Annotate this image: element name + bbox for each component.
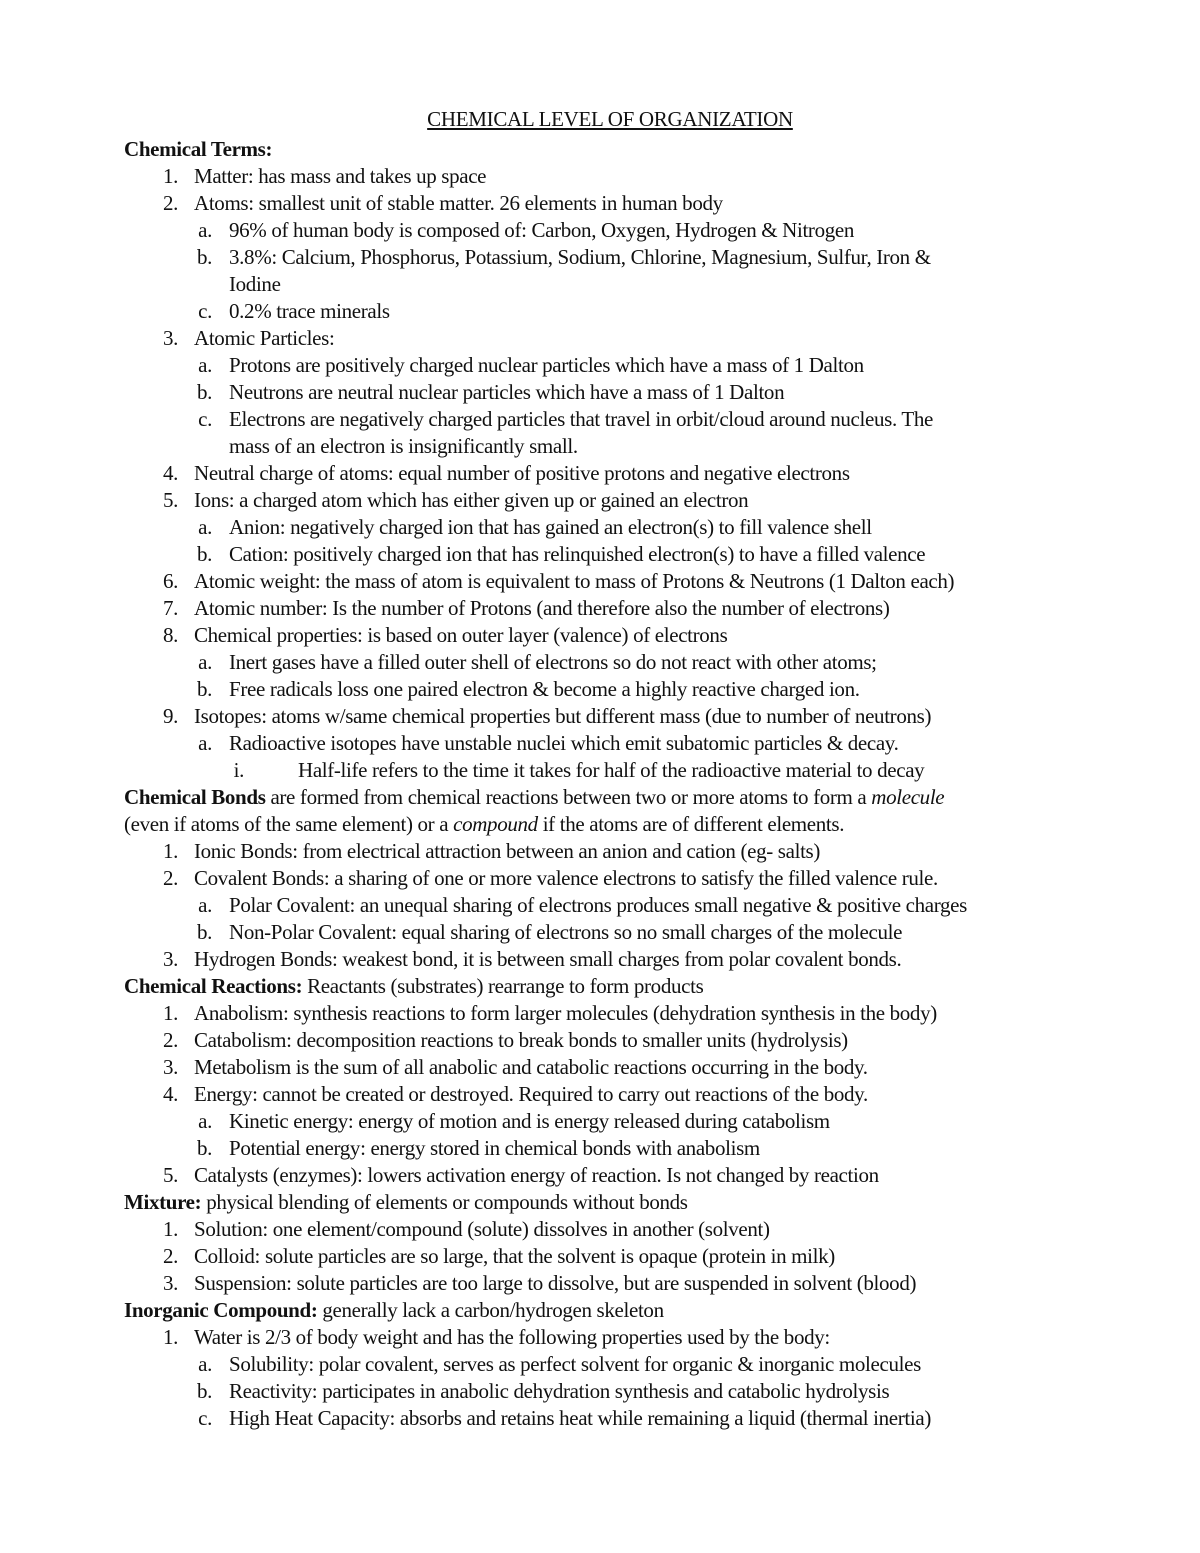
- line-text: Neutral charge of atoms: equal number of positive protons and negative electrons: [194, 461, 850, 485]
- line-text: Potential energy: energy stored in chemical bonds with anabolism: [229, 1136, 760, 1160]
- list-item: [194, 622, 727, 649]
- list-marker: 2.: [162, 866, 178, 890]
- line-text: mass of an electron is insignificantly small.: [229, 434, 578, 458]
- list-marker: b.: [196, 380, 212, 404]
- line-text: Metabolism is the sum of all anabolic and catabolic reactions occurring in the body.: [194, 1055, 868, 1079]
- line-text: Reactants (substrates) rearrange to form products: [302, 974, 704, 998]
- section-heading-label: Chemical Bonds: [124, 785, 266, 809]
- line-text: Chemical properties: is based on outer layer (valence) of electrons: [194, 623, 728, 647]
- list-marker: a.: [198, 1352, 212, 1376]
- line-text: Energy: cannot be created or destroyed. Required to carry out reactions of the body.: [194, 1082, 868, 1106]
- list-marker: 3.: [162, 1271, 178, 1295]
- line-text: Atomic Particles:: [194, 326, 335, 350]
- line-text: Catalysts (enzymes): lowers activation energy of reaction. Is not changed by reaction: [194, 1163, 879, 1187]
- list-item: [229, 1135, 760, 1162]
- section-heading: [124, 973, 703, 1000]
- list-marker: 9.: [162, 704, 178, 728]
- list-item: [229, 1378, 889, 1405]
- line-text: High Heat Capacity: absorbs and retains heat while remaining a liquid (thermal inertia): [229, 1406, 931, 1430]
- list-item: [194, 1270, 916, 1297]
- list-item: [194, 568, 954, 595]
- list-item: [194, 703, 931, 730]
- list-item: [229, 244, 931, 271]
- list-marker: 6.: [162, 569, 178, 593]
- list-item: [229, 676, 860, 703]
- list-item: [229, 217, 854, 244]
- italic-term: compound: [453, 812, 538, 836]
- list-marker: 3.: [162, 326, 178, 350]
- line-text: Kinetic energy: energy of motion and is energy released during catabolism: [229, 1109, 830, 1133]
- list-marker: b.: [196, 920, 212, 944]
- line-text: Ionic Bonds: from electrical attraction between an anion and cation (eg- salts): [194, 839, 821, 863]
- list-item: [229, 730, 899, 757]
- list-item: [229, 433, 578, 460]
- list-marker: 7.: [162, 596, 178, 620]
- list-item: [194, 838, 820, 865]
- list-item: [194, 865, 938, 892]
- list-marker: b.: [196, 1379, 212, 1403]
- line-text: Anion: negatively charged ion that has gained an electron(s) to fill valence shell: [229, 515, 872, 539]
- line-text: 0.2% trace minerals: [229, 299, 390, 323]
- line-text: Suspension: solute particles are too large to dissolve, but are suspended in solvent (blood): [194, 1271, 917, 1295]
- section-heading-label: Chemical Terms:: [124, 137, 273, 161]
- list-marker: a.: [198, 218, 212, 242]
- line-text: Colloid: solute particles are so large, that the solvent is opaque (protein in milk): [194, 1244, 835, 1268]
- list-item: [194, 1216, 770, 1243]
- list-item: [194, 1243, 835, 1270]
- list-item: [194, 1054, 868, 1081]
- list-item: [229, 919, 902, 946]
- list-marker: 1.: [162, 1325, 178, 1349]
- list-item: [229, 379, 784, 406]
- list-item: [229, 406, 933, 433]
- list-marker: i.: [233, 758, 244, 782]
- line-text: Water is 2/3 of body weight and has the following properties used by the body:: [194, 1325, 830, 1349]
- list-item: [229, 298, 390, 325]
- list-marker: 2.: [162, 191, 178, 215]
- list-marker: c.: [198, 299, 212, 323]
- list-marker: a.: [198, 353, 212, 377]
- list-marker: b.: [196, 677, 212, 701]
- line-text: Polar Covalent: an unequal sharing of electrons produces small negative & positive charges: [229, 893, 967, 917]
- list-item: [229, 1108, 830, 1135]
- list-item: [229, 352, 864, 379]
- section-heading-label: Mixture:: [124, 1190, 202, 1214]
- list-marker: a.: [198, 731, 212, 755]
- line-text: generally lack a carbon/hydrogen skeleton: [317, 1298, 664, 1322]
- section-heading: [124, 136, 272, 163]
- line-text: Covalent Bonds: a sharing of one or more valence electrons to satisfy the filled valence rule.: [194, 866, 938, 890]
- list-marker: a.: [198, 515, 212, 539]
- list-marker: 3.: [162, 947, 178, 971]
- section-heading: [124, 1297, 664, 1324]
- line-text: Inert gases have a filled outer shell of electrons so do not react with other atoms;: [229, 650, 877, 674]
- list-item: [194, 946, 901, 973]
- line-text: 3.8%: Calcium, Phosphorus, Potassium, Sodium, Chlorine, Magnesium, Sulfur, Iron &: [229, 245, 931, 269]
- section-heading-label: Inorganic Compound:: [124, 1298, 318, 1322]
- list-item: [229, 649, 877, 676]
- list-item: [229, 271, 281, 298]
- list-marker: b.: [196, 1136, 212, 1160]
- list-item: [194, 1027, 848, 1054]
- section-heading: [124, 1189, 688, 1216]
- line-text: Protons are positively charged nuclear particles which have a mass of 1 Dalton: [229, 353, 864, 377]
- line-text: Isotopes: atoms w/same chemical properties but different mass (due to number of neutrons): [194, 704, 932, 728]
- list-marker: c.: [198, 407, 212, 431]
- list-marker: b.: [196, 542, 212, 566]
- list-marker: 1.: [162, 839, 178, 863]
- line-text: Free radicals loss one paired electron & become a highly reactive charged ion.: [229, 677, 860, 701]
- list-marker: c.: [198, 1406, 212, 1430]
- line-text: Reactivity: participates in anabolic dehydration synthesis and catabolic hydrolysis: [229, 1379, 890, 1403]
- list-marker: 1.: [162, 164, 178, 188]
- list-marker: 5.: [162, 1163, 178, 1187]
- line-text: Electrons are negatively charged particles that travel in orbit/cloud around nucleus. The: [229, 407, 933, 431]
- list-item: [194, 325, 334, 352]
- list-marker: 8.: [162, 623, 178, 647]
- line-text: Solution: one element/compound (solute) dissolves in another (solvent): [194, 1217, 770, 1241]
- line-text: Atomic number: Is the number of Protons (and therefore also the number of electrons): [194, 596, 890, 620]
- list-marker: a.: [198, 650, 212, 674]
- list-item: [194, 1000, 937, 1027]
- line-text: Atomic weight: the mass of atom is equivalent to mass of Protons & Neutrons (1 Dalton each): [194, 569, 955, 593]
- line-text: 96% of human body is composed of: Carbon, Oxygen, Hydrogen & Nitrogen: [229, 218, 854, 242]
- document-title: CHEMICAL LEVEL OF ORGANIZATION: [427, 107, 793, 131]
- list-item: [229, 892, 967, 919]
- list-item: [194, 1162, 879, 1189]
- line-text: Non-Polar Covalent: equal sharing of electrons so no small charges of the molecule: [229, 920, 903, 944]
- list-item: [124, 811, 844, 838]
- list-item: [229, 1405, 931, 1432]
- section-heading-label: Chemical Reactions:: [124, 974, 303, 998]
- list-item: [298, 757, 924, 784]
- list-marker: 4.: [162, 1082, 178, 1106]
- line-text: Catabolism: decomposition reactions to break bonds to smaller units (hydrolysis): [194, 1028, 848, 1052]
- line-text: Neutrons are neutral nuclear particles which have a mass of 1 Dalton: [229, 380, 785, 404]
- line-text: (even if atoms of the same element) or a: [124, 812, 454, 836]
- list-item: [194, 487, 748, 514]
- list-marker: b.: [196, 245, 212, 269]
- line-text: Cation: positively charged ion that has relinquished electron(s) to have a filled valence: [229, 542, 926, 566]
- line-text: Iodine: [229, 272, 281, 296]
- list-marker: 5.: [162, 488, 178, 512]
- list-marker: 3.: [162, 1055, 178, 1079]
- line-text: Hydrogen Bonds: weakest bond, it is between small charges from polar covalent bonds.: [194, 947, 902, 971]
- line-text: Solubility: polar covalent, serves as perfect solvent for organic & inorganic molecules: [229, 1352, 921, 1376]
- list-item: [194, 1081, 868, 1108]
- list-item: [194, 163, 486, 190]
- list-marker: a.: [198, 893, 212, 917]
- list-item: [194, 595, 889, 622]
- list-item: [229, 1351, 921, 1378]
- list-item: [194, 1324, 830, 1351]
- italic-term: molecule: [871, 785, 945, 809]
- list-item: [229, 541, 925, 568]
- line-text: Half-life refers to the time it takes for half of the radioactive material to decay: [298, 758, 925, 782]
- section-heading: [124, 784, 944, 811]
- line-text: Anabolism: synthesis reactions to form larger molecules (dehydration synthesis in the body): [194, 1001, 937, 1025]
- list-marker: 1.: [162, 1001, 178, 1025]
- line-text: Ions: a charged atom which has either given up or gained an electron: [194, 488, 749, 512]
- list-marker: 1.: [162, 1217, 178, 1241]
- list-item: [194, 460, 850, 487]
- list-marker: 2.: [162, 1244, 178, 1268]
- line-text: Atoms: smallest unit of stable matter. 26 elements in human body: [194, 191, 723, 215]
- list-item: [194, 190, 723, 217]
- line-text: Radioactive isotopes have unstable nuclei which emit subatomic particles & decay.: [229, 731, 899, 755]
- list-item: [229, 514, 872, 541]
- list-marker: 2.: [162, 1028, 178, 1052]
- line-text-tail: if the atoms are of different elements.: [537, 812, 845, 836]
- list-marker: 4.: [162, 461, 178, 485]
- list-marker: a.: [198, 1109, 212, 1133]
- line-text: are formed from chemical reactions between two or more atoms to form a: [265, 785, 872, 809]
- line-text: physical blending of elements or compounds without bonds: [201, 1190, 688, 1214]
- line-text: Matter: has mass and takes up space: [194, 164, 487, 188]
